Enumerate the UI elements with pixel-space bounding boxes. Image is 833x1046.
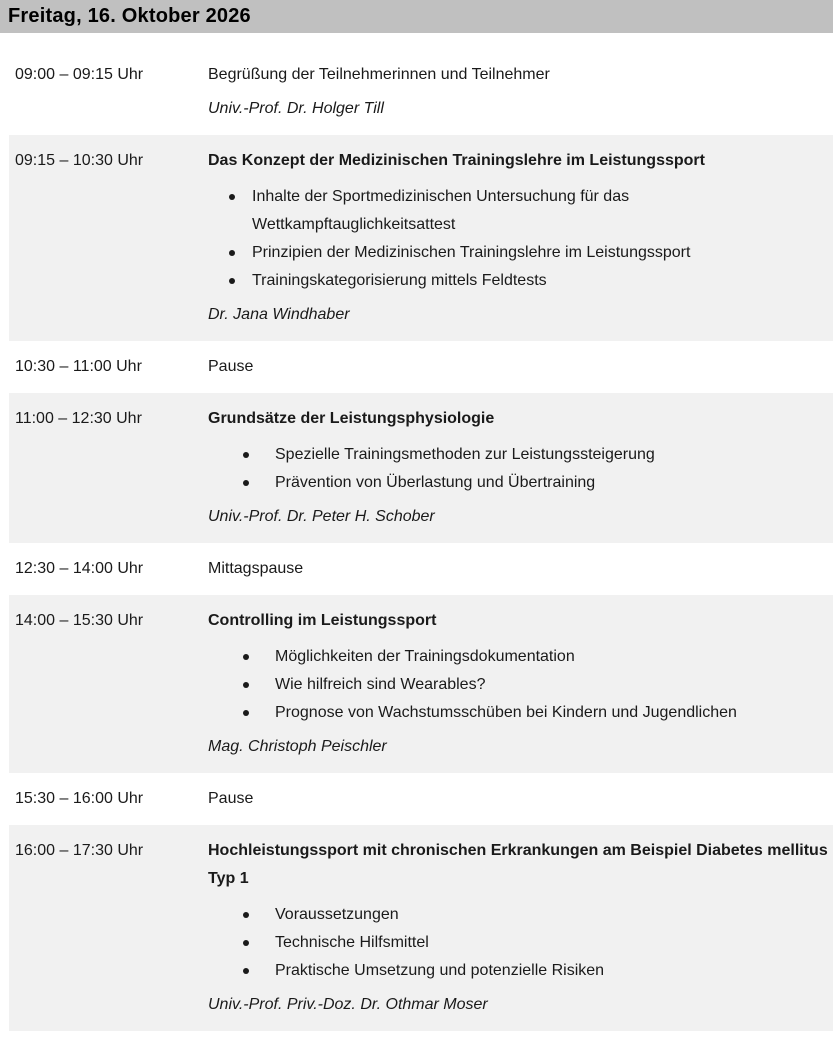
topic-item: Prävention von Überlastung und Übertraining [208,469,830,497]
topic-item: Technische Hilfsmittel [208,929,830,957]
session-topic-list [208,183,830,295]
day-header-bar [0,0,833,33]
session-speaker: Univ.-Prof. Priv.-Doz. Dr. Othmar Moser [208,996,488,1013]
time-slot: 11:00 – 12:30 Uhr [15,410,142,427]
session-content [208,147,833,329]
session-title: Hochleistungssport mit chronischen Erkrankungen am Beispiel Diabetes mellitus Typ 1 [208,842,828,887]
session-topic-list [208,901,830,985]
schedule-row [9,773,833,825]
session-title: Pause [208,358,254,375]
time-slot: 10:30 – 11:00 Uhr [15,358,142,375]
day-title: Freitag, 16. Oktober 2026 [8,5,251,27]
time-slot: 14:00 – 15:30 Uhr [15,612,144,629]
session-content [208,785,833,813]
schedule-row [9,825,833,1031]
topic-item: Trainingskategorisierung mittels Feldtests [208,267,830,295]
session-topic-list [208,643,830,727]
time-slot: 12:30 – 14:00 Uhr [15,560,144,577]
schedule-row [9,135,833,341]
schedule-row [9,595,833,773]
session-title: Pause [208,790,254,807]
schedule-row [9,393,833,543]
topic-item: Prognose von Wachstumsschüben bei Kindern und Jugendlichen [208,699,830,727]
session-title: Das Konzept der Medizinischen Trainingslehre im Leistungssport [208,152,705,169]
schedule-rows [9,33,833,1031]
topic-item: Praktische Umsetzung und potenzielle Risiken [208,957,830,985]
session-title: Grundsätze der Leistungsphysiologie [208,410,495,427]
session-content [208,607,833,761]
session-speaker: Univ.-Prof. Dr. Holger Till [208,100,384,117]
session-speaker: Mag. Christoph Peischler [208,738,387,755]
schedule-row [9,33,833,135]
schedule-row [9,341,833,393]
session-content [208,837,833,1019]
topic-item: Spezielle Trainingsmethoden zur Leistungssteigerung [208,441,830,469]
topic-item: Möglichkeiten der Trainingsdokumentation [208,643,830,671]
topic-item: Voraussetzungen [208,901,830,929]
session-topic-list [208,441,830,497]
session-title: Begrüßung der Teilnehmerinnen und Teilnehmer [208,66,550,83]
schedule-row [9,543,833,595]
time-slot: 09:00 – 09:15 Uhr [15,66,144,83]
session-speaker: Univ.-Prof. Dr. Peter H. Schober [208,508,435,525]
session-content [208,405,833,531]
session-content [208,61,833,123]
topic-item: Wie hilfreich sind Wearables? [208,671,830,699]
session-content [208,353,833,381]
topic-item: Inhalte der Sportmedizinischen Untersuchung für das Wettkampftauglichkeitsattest [208,183,830,239]
time-slot: 09:15 – 10:30 Uhr [15,152,144,169]
session-title: Mittagspause [208,560,304,577]
session-title: Controlling im Leistungssport [208,612,437,629]
topic-item: Prinzipien der Medizinischen Trainingslehre im Leistungssport [208,239,830,267]
time-slot: 16:00 – 17:30 Uhr [15,842,144,859]
session-speaker: Dr. Jana Windhaber [208,306,350,323]
time-slot: 15:30 – 16:00 Uhr [15,790,144,807]
session-content [208,555,833,583]
